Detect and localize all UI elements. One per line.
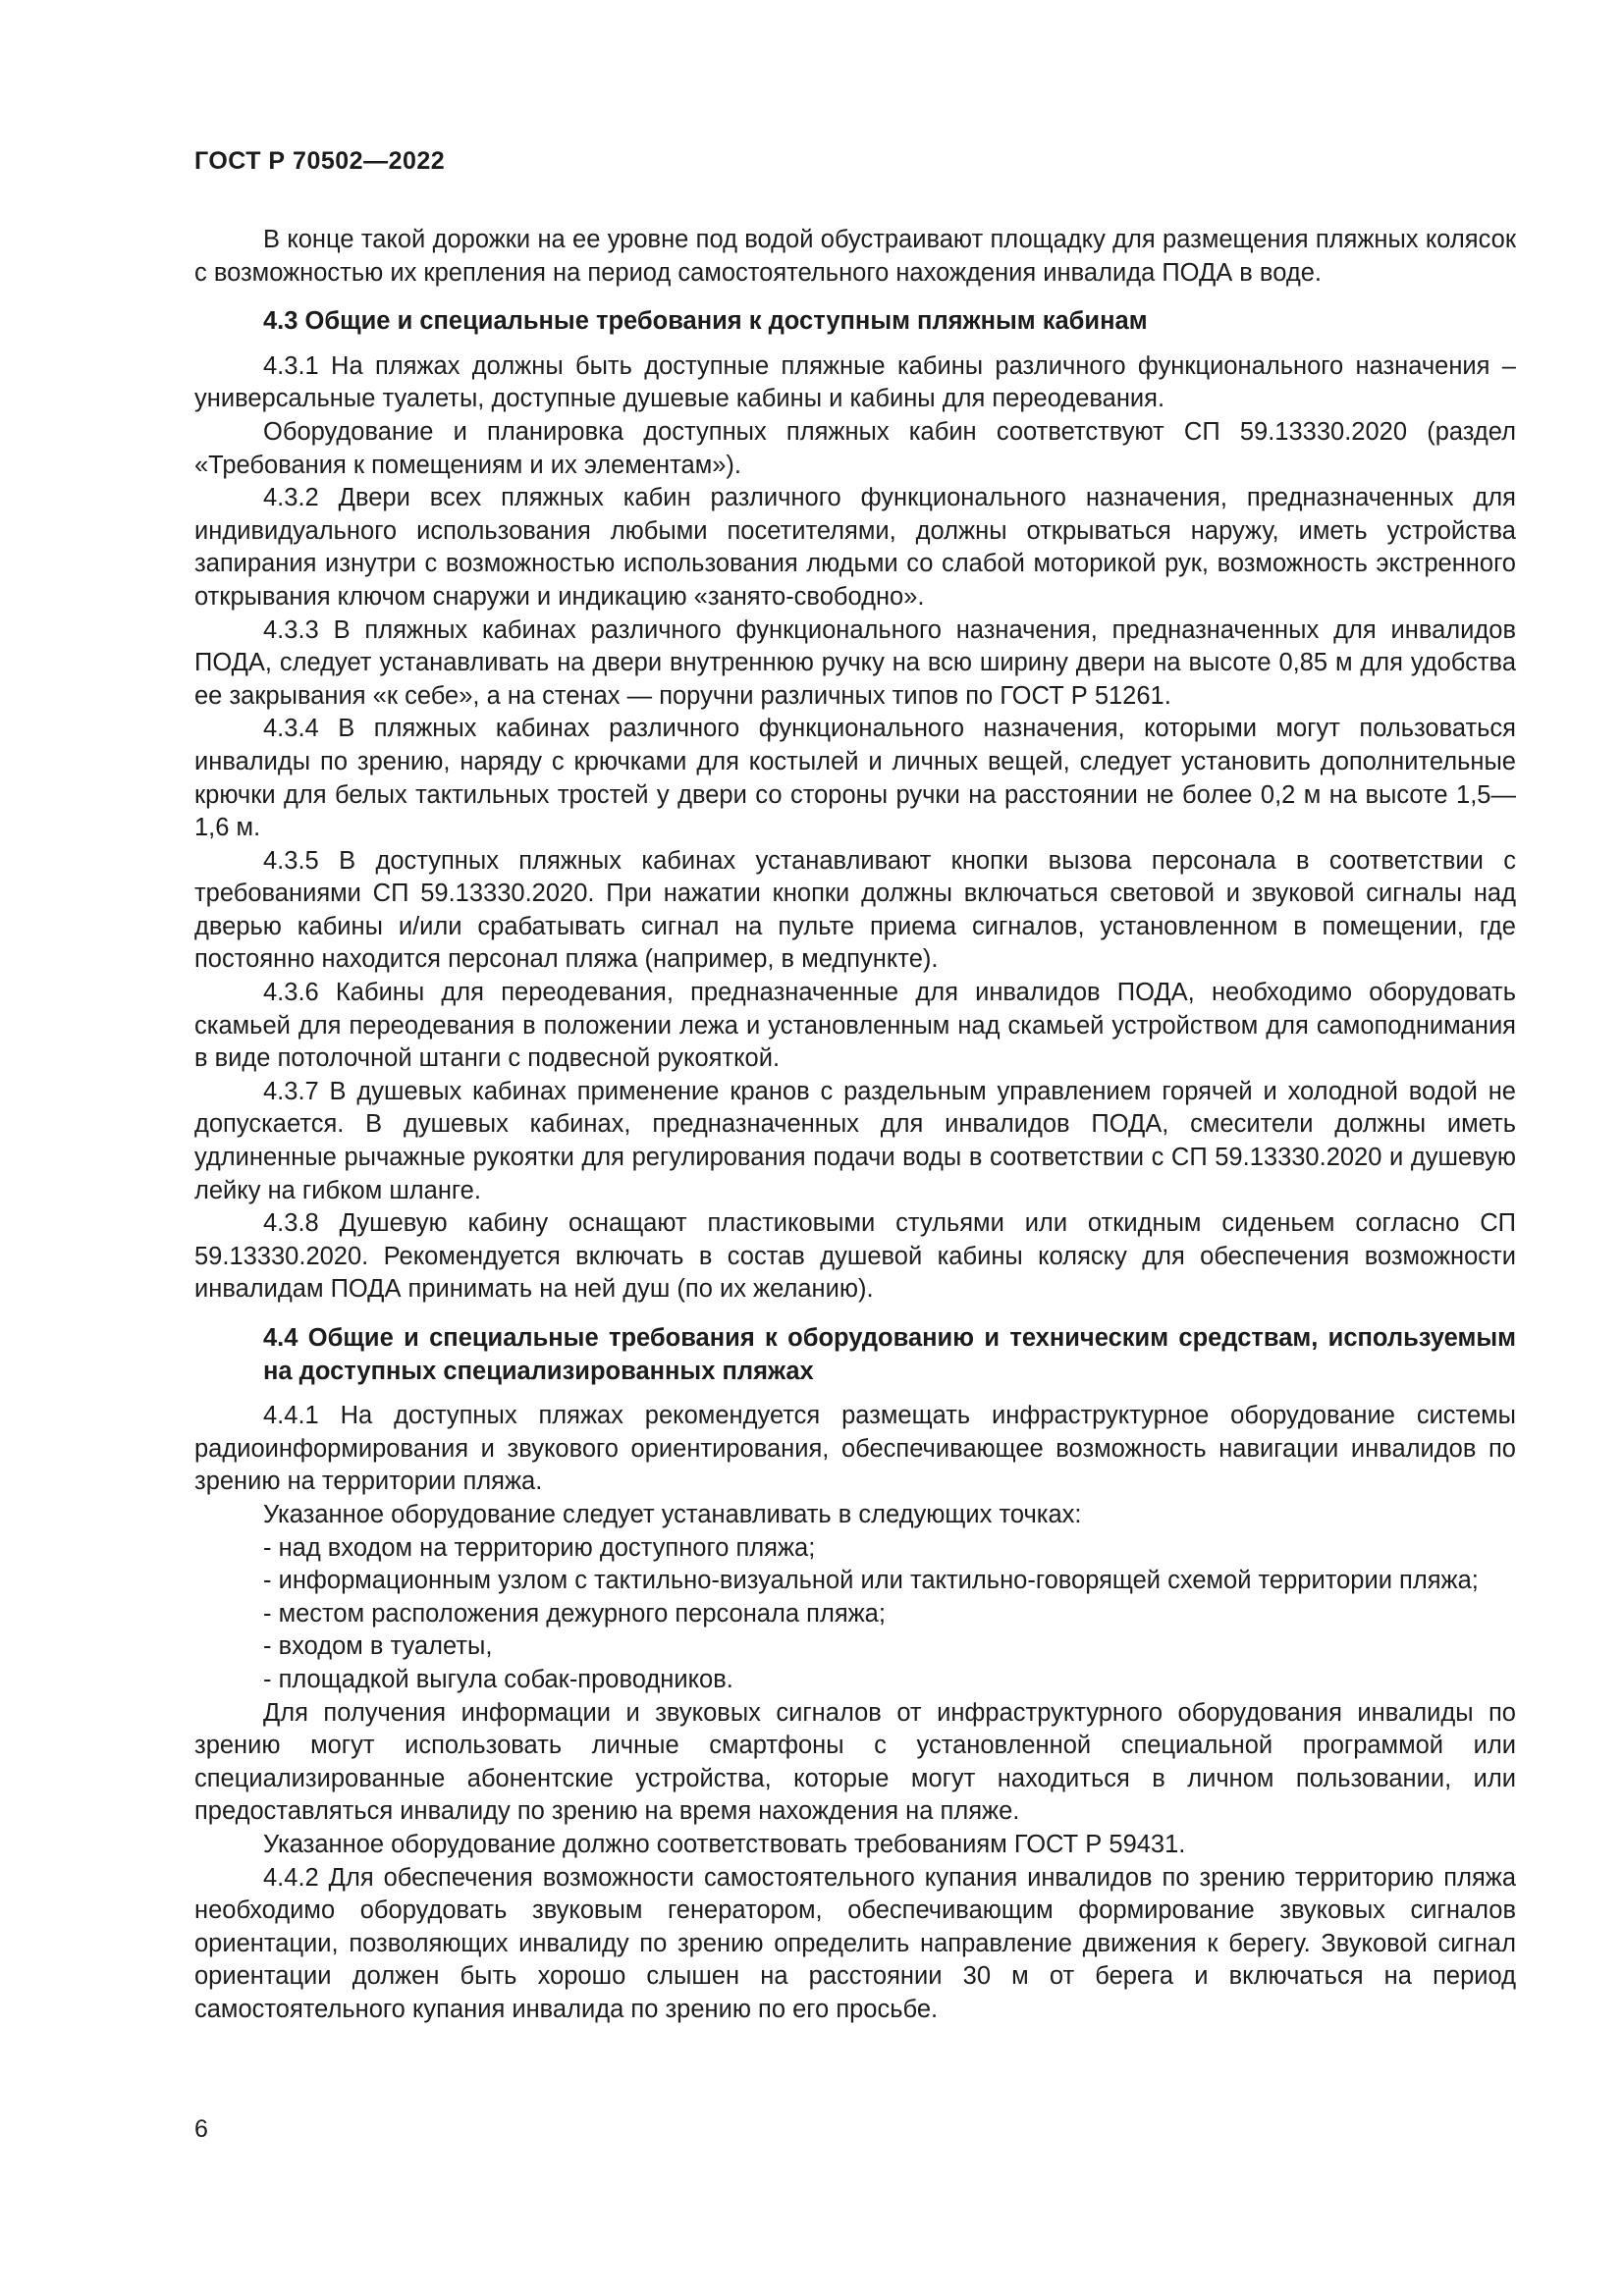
- paragraph: Указанное оборудование следует устанавливать в следующих точках:: [263, 1500, 1082, 1528]
- paragraph-4-4-2: 4.4.2 Для обеспечения возможности самостоятельного купания инвалидов по зрению территорию пляжа необходимо оборудовать звуковым генератором, обеспечивающим формирование звуковых сигналов ориентации, позволяющих инвалиду по зрению определить направление движения к берегу. Звуковой сигнал ориентации должен быть хорошо слышен на расстоянии 30 м от берега и включаться на период самостоятельного купания инвалида по зрению по его просьбе.: [194, 1863, 1516, 2023]
- paragraph-4-3-5: 4.3.5 В доступных пляжных кабинах устанавливают кнопки вызова персонала в соответствии с требованиями СП 59.13330.2020. При нажатии кнопки должны включаться световой и звуковой сигналы над дверью кабины и/или срабатывать сигнал на пульте приема сигналов, установленном в помещении, где постоянно находится персонал пляжа (например, в медпункте).: [194, 846, 1516, 974]
- paragraph-4-3-1: 4.3.1 На пляжах должны быть доступные пляжные кабины различного функционального назначения – универсальные туалеты, доступные душевые кабины и кабины для переодевания.: [194, 351, 1516, 413]
- paragraph-4-3-6: 4.3.6 Кабины для переодевания, предназначенные для инвалидов ПОДА, необходимо оборудовать скамьей для переодевания в положении лежа и установленным над скамьей устройством для самоподнимания в виде потолочной штанги с подвесной рукояткой.: [194, 979, 1516, 1073]
- section-heading-4-4: 4.4 Общие и специальные требования к оборудованию и техническим средствам, используемым на доступных специализированных пляжах: [263, 1324, 1516, 1385]
- list-item: - входом в туалеты,: [263, 1632, 493, 1661]
- paragraph-4-3-2: 4.3.2 Двери всех пляжных кабин различного функционального назначения, предназначенных для индивидуального использования любыми посетителями, должны открываться наружу, иметь устройства запирания изнутри с возможностью использования людьми со слабой моторикой рук, возможность экстренного открывания ключом снаружи и индикацию «занято-свободно».: [194, 484, 1516, 611]
- paragraph: Оборудование и планировка доступных пляжных кабин соответствуют СП 59.13330.2020 (раздел «Требования к помещениям и их элементам»).: [194, 417, 1516, 479]
- paragraph-4-3-8: 4.3.8 Душевую кабину оснащают пластиковыми стульями или откидным сиденьем согласно СП 59.13330.2020. Рекомендуется включать в состав душевой кабины коляску для обеспечения возможности инвалидам ПОДА принимать на ней душ (по их желанию).: [194, 1209, 1516, 1304]
- paragraph-4-3-3: 4.3.3 В пляжных кабинах различного функционального назначения, предназначенных для инвалидов ПОДА, следует устанавливать на двери внутреннюю ручку на всю ширину двери на высоте 0,85 м для удобства ее закрывания «к себе», а на стенах — поручни различных типов по ГОСТ Р 51261.: [194, 615, 1516, 710]
- document-body: [194, 224, 1516, 2026]
- paragraph-4-3-7: 4.3.7 В душевых кабинах применение кранов с раздельным управлением горячей и холодной водой не допускается. В душевых кабинах, предназначенных для инвалидов ПОДА, смесители должны иметь удлиненные рычажные рукоятки для регулирования подачи воды в соответствии с СП 59.13330.2020 и душевую лейку на гибком шланге.: [194, 1077, 1516, 1204]
- list-item: - над входом на территорию доступного пляжа;: [263, 1533, 816, 1562]
- document-header: ГОСТ Р 70502—2022: [194, 147, 446, 175]
- paragraph-4-4-1: 4.4.1 На доступных пляжах рекомендуется размещать инфраструктурное оборудование системы радиоинформирования и звукового ориентирования, обеспечивающее возможность навигации инвалидов по зрению на территории пляжа.: [194, 1402, 1516, 1496]
- paragraph: Для получения информации и звуковых сигналов от инфраструктурного оборудования инвалиды по зрению могут использовать личные смартфоны с установленной специальной программой или специализированные абонентские устройства, которые могут находиться в личном пользовании, или предоставляться инвалиду по зрению на время нахождения на пляже.: [194, 1698, 1516, 1826]
- section-heading-4-3: 4.3 Общие и специальные требования к доступным пляжным кабинам: [263, 307, 1148, 336]
- list-item: - информационным узлом с тактильно-визуальной или тактильно-говорящей схемой территории пляжа;: [263, 1567, 1479, 1595]
- page-number: 6: [194, 2115, 208, 2143]
- list-item: - местом расположения дежурного персонала пляжа;: [263, 1599, 886, 1628]
- list-item: - площадкой выгула собак-проводников.: [263, 1665, 733, 1693]
- paragraph: В конце такой дорожки на ее уровне под водой обустраивают площадку для размещения пляжных колясок с возможностью их крепления на период самостоятельного нахождения инвалида ПОДА в воде.: [194, 226, 1516, 287]
- paragraph-4-3-4: 4.3.4 В пляжных кабинах различного функционального назначения, которыми могут пользоваться инвалиды по зрению, наряду с крючками для костылей и личных вещей, следует установить дополнительные крючки для белых тактильных тростей у двери со стороны ручки на расстоянии не более 0,2 м на высоте 1,5—1,6 м.: [194, 715, 1516, 842]
- paragraph: Указанное оборудование должно соответствовать требованиям ГОСТ Р 59431.: [263, 1830, 1186, 1858]
